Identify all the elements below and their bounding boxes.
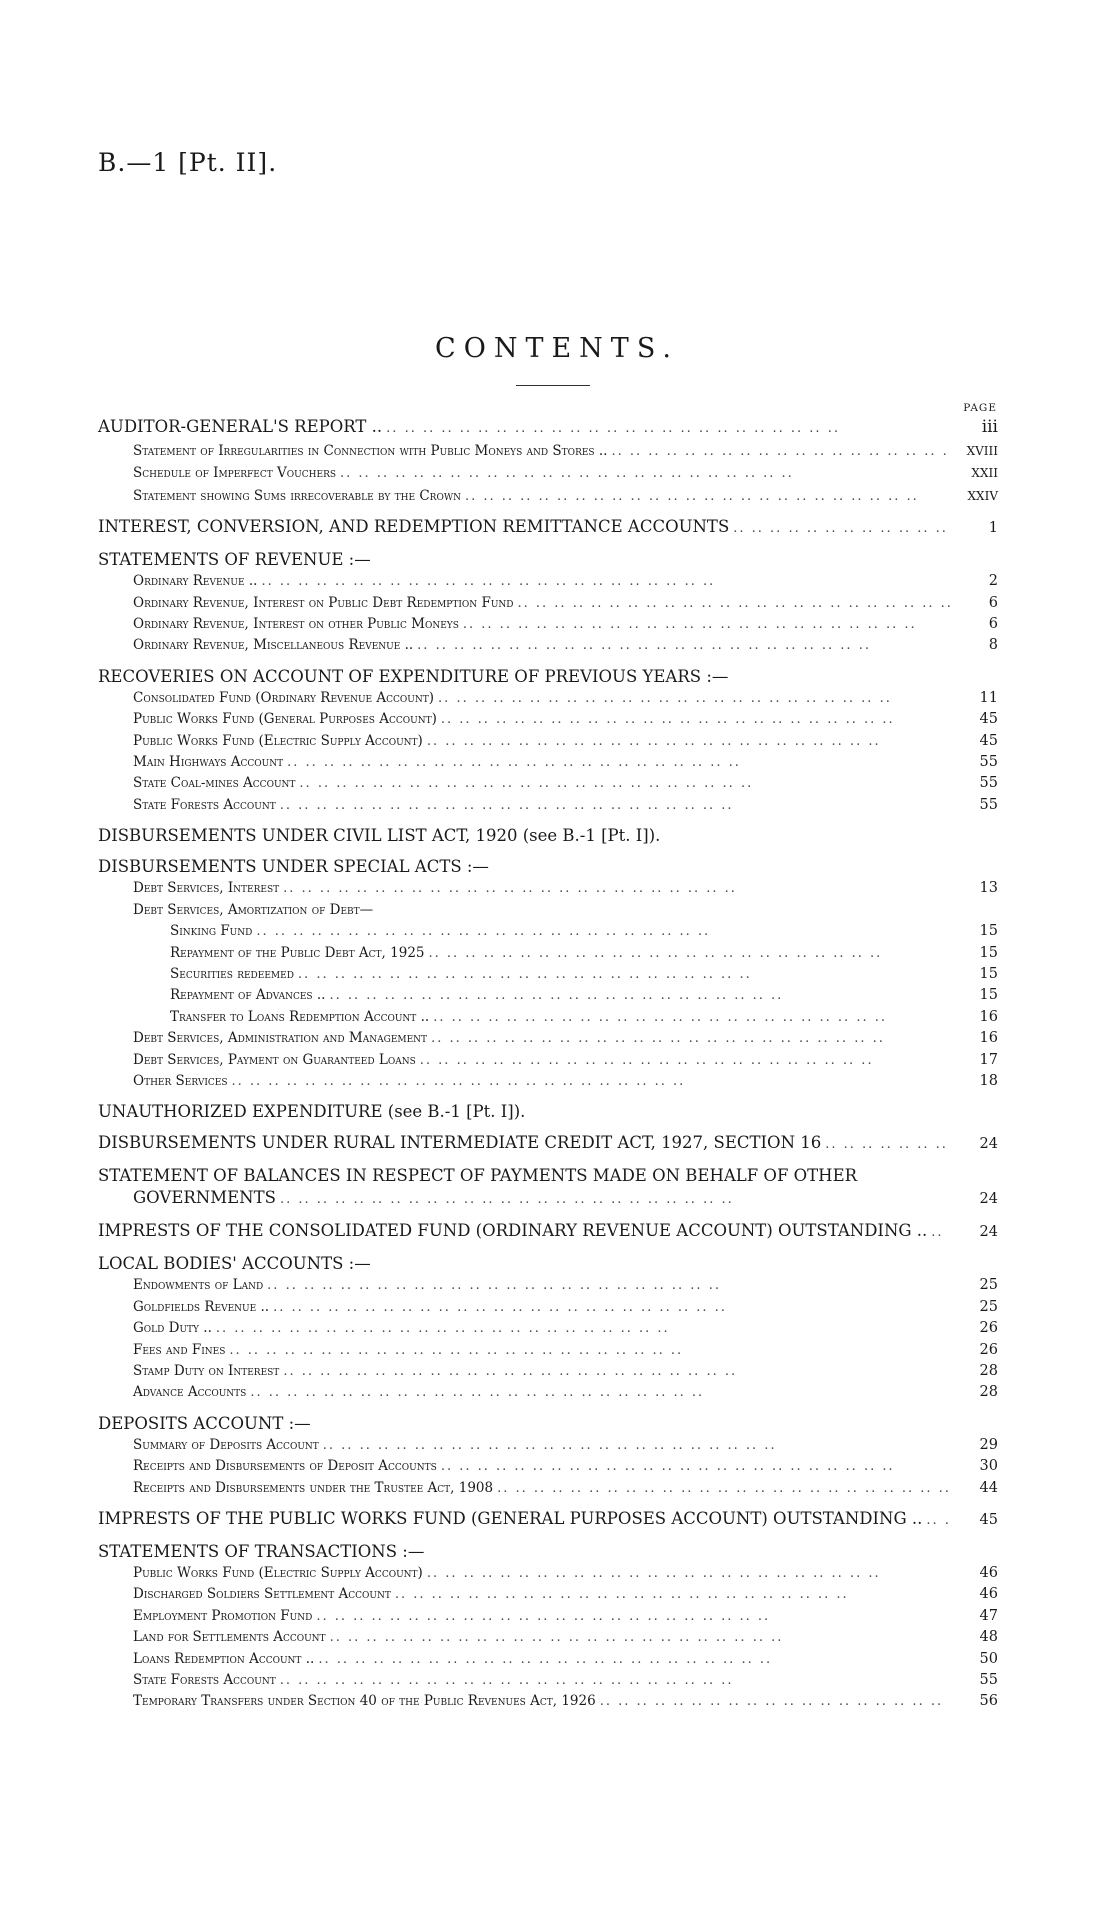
toc-entry[interactable]: [98, 1220, 998, 1244]
toc-entry-title: Stamp Duty on Interest: [133, 1361, 283, 1382]
toc-entry-title: Debt Services, Administration and Management: [133, 1028, 431, 1049]
toc-entry-title: Debt Services, Interest: [133, 878, 283, 899]
toc-entry[interactable]: [98, 1584, 998, 1605]
toc-entry-title: Discharged Soldiers Settlement Account: [133, 1584, 395, 1605]
leader-dots: [518, 593, 951, 614]
toc-entry-page: 29: [979, 1436, 998, 1453]
toc-entry[interactable]: [98, 1132, 998, 1156]
toc-entry-page: 25: [979, 1277, 998, 1294]
toc-entry-title: IMPRESTS OF THE PUBLIC WORKS FUND (GENERAL PURPOSES ACCOUNT) OUTSTANDING ..: [98, 1508, 926, 1530]
toc-entry-page: 46: [979, 1586, 998, 1603]
toc-entry-page: xxiv: [967, 484, 998, 505]
toc-entry[interactable]: [98, 1456, 998, 1477]
toc-entry[interactable]: [98, 1007, 998, 1028]
leader-dots: [316, 1606, 950, 1627]
leader-dots: [232, 1071, 950, 1092]
toc-entry-title: Public Works Fund (Electric Supply Account): [133, 1563, 427, 1584]
toc-entry[interactable]: [98, 1691, 998, 1712]
toc-entry[interactable]: [98, 943, 998, 964]
toc-entry-page: 28: [979, 1384, 998, 1401]
toc-entry-title: DISBURSEMENTS UNDER SPECIAL ACTS :—: [98, 856, 493, 878]
toc-entry-title: Debt Services, Payment on Guaranteed Loans: [133, 1050, 420, 1071]
leader-dots: [273, 1297, 950, 1318]
toc-entry-page: 55: [979, 754, 998, 771]
leader-dots: [600, 1691, 950, 1712]
toc-entry-page: 13: [979, 880, 998, 897]
leader-dots: [417, 635, 950, 656]
toc-entry-title: INTEREST, CONVERSION, AND REDEMPTION REMITTANCE ACCOUNTS: [98, 516, 733, 538]
toc-entry[interactable]: [98, 825, 998, 847]
leader-dots: [280, 1670, 950, 1691]
toc-entry[interactable]: [98, 1101, 998, 1123]
toc-entry-page: 56: [979, 1693, 998, 1710]
toc-entry-title: Advance Accounts: [133, 1382, 250, 1403]
toc-entry-page: 11: [979, 689, 998, 706]
toc-entry-page: iii: [981, 417, 998, 437]
toc-entry-title: Repayment of Advances ..: [170, 985, 329, 1006]
toc-entry-title: Fees and Fines: [133, 1340, 229, 1361]
toc-entry[interactable]: [98, 1627, 998, 1648]
toc-entry-title: STATEMENTS OF REVENUE :—: [98, 549, 375, 571]
page-title: CONTENTS.: [435, 333, 679, 364]
toc-entry-title: Ordinary Revenue, Interest on other Public Moneys: [133, 614, 463, 635]
toc-entry[interactable]: [98, 571, 998, 592]
toc-entry[interactable]: [98, 731, 998, 752]
toc-entry-page: 55: [979, 796, 998, 813]
toc-entry[interactable]: [98, 752, 998, 773]
leader-dots: [267, 1275, 950, 1296]
toc-entry[interactable]: [98, 462, 998, 484]
leader-dots: [318, 1649, 950, 1670]
leader-dots: [250, 1382, 950, 1403]
toc-section-heading: [98, 1541, 998, 1563]
toc-entry[interactable]: [98, 516, 998, 540]
toc-entry[interactable]: [98, 1340, 998, 1361]
toc-entry[interactable]: [98, 1649, 998, 1670]
toc-entry-title: Securities redeemed: [170, 964, 298, 985]
leader-dots: [329, 985, 950, 1006]
toc-entry[interactable]: [98, 709, 998, 730]
toc-entry[interactable]: [98, 416, 998, 440]
toc-entry[interactable]: [98, 1050, 998, 1071]
leader-dots: [427, 1563, 950, 1584]
toc-entry[interactable]: [98, 1165, 998, 1187]
toc-entry-page: 25: [979, 1298, 998, 1315]
toc-entry[interactable]: [98, 688, 998, 709]
leader-dots: [427, 731, 950, 752]
toc-entry-page: 16: [979, 1030, 998, 1047]
toc-entry-title: Sinking Fund: [170, 921, 256, 942]
leader-dots: [420, 1050, 950, 1071]
toc-entry[interactable]: [98, 1435, 998, 1456]
toc-entry-page: 24: [979, 1191, 998, 1208]
toc-entry-title: State Forests Account: [133, 795, 280, 816]
toc-entry-title: STATEMENT OF BALANCES IN RESPECT OF PAYMENTS MADE ON BEHALF OF OTHER: [98, 1165, 861, 1187]
toc-entry-page: 45: [979, 732, 998, 749]
toc-entry-title: Public Works Fund (Electric Supply Account): [133, 731, 427, 752]
leader-dots: [431, 1028, 950, 1049]
toc-entry-title: Statement showing Sums irrecoverable by the Crown: [133, 486, 465, 507]
toc-entry[interactable]: [98, 1297, 998, 1318]
toc-entry-title: DISBURSEMENTS UNDER CIVIL LIST ACT, 1920 (see B.-1 [Pt. I]).: [98, 825, 664, 847]
toc-entry[interactable]: [98, 1563, 998, 1584]
toc-entry-title: Gold Duty ..: [133, 1318, 216, 1339]
toc-entry-title: Land for Settlements Account: [133, 1627, 330, 1648]
toc-entry[interactable]: [98, 1606, 998, 1627]
toc-entry-page: 30: [979, 1458, 998, 1475]
toc-entry[interactable]: [98, 773, 998, 794]
toc-entry-title: State Coal-mines Account: [133, 773, 299, 794]
toc-entry-page: 24: [979, 1136, 998, 1153]
toc-entry-page: 44: [979, 1479, 998, 1496]
toc-entry-page: 8: [988, 637, 998, 654]
leader-dots: [825, 1134, 950, 1156]
toc-section-heading: [98, 1253, 998, 1275]
toc-entry-page: 15: [979, 987, 998, 1004]
toc-entry-title: Main Highways Account: [133, 752, 287, 773]
document-reference: B.—1 [Pt. II].: [98, 148, 278, 177]
toc-entry-title: Receipts and Disbursements under the Trustee Act, 1908: [133, 1478, 497, 1499]
leader-dots: [298, 964, 950, 985]
leader-dots: [256, 921, 950, 942]
leader-dots: [441, 1456, 950, 1477]
toc-entry-title: Transfer to Loans Redemption Account ..: [170, 1007, 433, 1028]
toc-entry-page: 24: [979, 1224, 998, 1241]
toc-entry[interactable]: [98, 878, 998, 899]
toc-entry-page: xxii: [971, 462, 998, 483]
toc-entry[interactable]: [98, 1361, 998, 1382]
toc-entry-title: Summary of Deposits Account: [133, 1435, 323, 1456]
leader-dots: [441, 709, 950, 730]
toc-entry[interactable]: [98, 1071, 998, 1092]
toc-entry-page: 6: [988, 616, 998, 633]
leader-dots: [229, 1340, 950, 1361]
toc-entry-page: 16: [979, 1008, 998, 1025]
leader-dots: [465, 486, 950, 507]
toc-entry[interactable]: [98, 1478, 998, 1499]
leader-dots: [216, 1318, 950, 1339]
leader-dots: [340, 463, 950, 484]
leader-dots: [287, 752, 950, 773]
toc-entry-continuation[interactable]: [98, 1187, 998, 1211]
toc-entry[interactable]: [98, 921, 998, 942]
toc-entry-title: Employment Promotion Fund: [133, 1606, 316, 1627]
leader-dots: [611, 441, 950, 462]
toc-entry-title: Repayment of the Public Debt Act, 1925: [170, 943, 429, 964]
toc-entry[interactable]: [98, 1382, 998, 1403]
toc-entry-title: STATEMENTS OF TRANSACTIONS :—: [98, 1541, 428, 1563]
toc-entry-title: RECOVERIES ON ACCOUNT OF EXPENDITURE OF PREVIOUS YEARS :—: [98, 666, 732, 688]
leader-dots: [433, 1007, 950, 1028]
page-column-label: PAGE: [963, 402, 997, 414]
toc-entry-page: 2: [988, 573, 998, 590]
title-rule: [516, 385, 590, 386]
toc-entry-page: 50: [979, 1650, 998, 1667]
toc-entry-title: Consolidated Fund (Ordinary Revenue Account): [133, 688, 438, 709]
toc-entry-page: 18: [979, 1072, 998, 1089]
leader-dots: [283, 878, 950, 899]
toc-entry-title: Receipts and Disbursements of Deposit Accounts: [133, 1456, 441, 1477]
toc-entry[interactable]: [98, 593, 998, 614]
toc-entry[interactable]: [98, 485, 998, 507]
toc-entry-page: 45: [979, 1512, 998, 1528]
toc-entry-title: Ordinary Revenue, Interest on Public Debt Redemption Fund: [133, 593, 518, 614]
toc-entry[interactable]: [98, 1275, 998, 1296]
toc-entry-title: UNAUTHORIZED EXPENDITURE (see B.-1 [Pt. I]).: [98, 1101, 529, 1123]
toc-entry[interactable]: [98, 1028, 998, 1049]
toc-entry-title: LOCAL BODIES' ACCOUNTS :—: [98, 1253, 375, 1275]
leader-dots: [386, 418, 950, 440]
toc-section-heading: [98, 856, 998, 878]
toc-entry-title: Endowments of Land: [133, 1275, 267, 1296]
toc-entry-title: GOVERNMENTS: [133, 1187, 280, 1209]
leader-dots: [931, 1222, 950, 1244]
toc-entry-page: 46: [979, 1565, 998, 1581]
toc-entry-title: Ordinary Revenue ..: [133, 571, 261, 592]
toc-entry-title: Goldfields Revenue ..: [133, 1297, 273, 1318]
leader-dots: [438, 688, 950, 709]
toc-entry[interactable]: [98, 1318, 998, 1339]
toc-entry-page: 26: [979, 1320, 998, 1337]
leader-dots: [323, 1435, 950, 1456]
toc-entry-page: 55: [979, 1672, 998, 1689]
toc-section-heading: [98, 666, 998, 688]
toc-entry-title: Other Services: [133, 1071, 232, 1092]
toc-entry-page: 45: [979, 711, 998, 728]
toc-entry-page: 1: [988, 520, 998, 537]
toc-section-heading: [98, 549, 998, 571]
toc-entry[interactable]: [98, 964, 998, 985]
toc-entry-title: AUDITOR-GENERAL'S REPORT ..: [98, 416, 386, 438]
toc-entry-page: 15: [979, 944, 998, 961]
toc-entry-title: Ordinary Revenue, Miscellaneous Revenue ..: [133, 635, 417, 656]
toc-entry[interactable]: [98, 795, 998, 816]
toc-entry-title: DISBURSEMENTS UNDER RURAL INTERMEDIATE CREDIT ACT, 1927, SECTION 16: [98, 1132, 825, 1154]
leader-dots: [497, 1478, 950, 1499]
toc-entry[interactable]: [98, 440, 998, 462]
toc-entry-title: State Forests Account: [133, 1670, 280, 1691]
leader-dots: [463, 614, 950, 635]
leader-dots: [395, 1584, 950, 1605]
leader-dots: [283, 1361, 950, 1382]
leader-dots: [299, 773, 950, 794]
toc-entry-page: 28: [979, 1362, 998, 1379]
toc-entry-page: 15: [979, 965, 998, 982]
leader-dots: [429, 943, 951, 964]
toc-entry-title: Debt Services, Amortization of Debt—: [133, 900, 377, 921]
toc-entry[interactable]: [98, 635, 998, 656]
toc-entry-page: 15: [979, 923, 998, 940]
toc-entry-title: IMPRESTS OF THE CONSOLIDATED FUND (ORDINARY REVENUE ACCOUNT) OUTSTANDING ..: [98, 1220, 931, 1242]
toc-entry-title: Temporary Transfers under Section 40 of the Public Revenues Act, 1926: [133, 1691, 600, 1712]
toc-entry-page: 48: [979, 1629, 998, 1646]
toc-entry-page: 47: [979, 1607, 998, 1624]
toc-entry-title: Schedule of Imperfect Vouchers: [133, 463, 340, 484]
toc-entry[interactable]: [98, 614, 998, 635]
toc-entry[interactable]: [98, 985, 998, 1006]
leader-dots: [280, 795, 950, 816]
leader-dots: [926, 1510, 950, 1532]
toc-entry-page: xviii: [966, 440, 998, 460]
toc-entry[interactable]: [98, 1670, 998, 1691]
leader-dots: [280, 1189, 950, 1211]
toc-entry-page: 55: [979, 775, 998, 792]
toc-subheading: [98, 900, 998, 921]
toc-entry-title: Loans Redemption Account ..: [133, 1649, 318, 1670]
toc-entry[interactable]: [98, 1508, 998, 1532]
leader-dots: [261, 571, 950, 592]
toc-entry-page: 17: [979, 1051, 998, 1068]
toc-entry-page: 26: [979, 1341, 998, 1358]
leader-dots: [330, 1627, 950, 1648]
leader-dots: [733, 518, 950, 540]
toc-entry-title: Statement of Irregularities in Connection with Public Moneys and Stores ..: [133, 441, 611, 462]
toc-entry-page: 6: [988, 594, 998, 611]
toc-entry-title: Public Works Fund (General Purposes Account): [133, 709, 441, 730]
table-of-contents: [98, 416, 998, 1713]
toc-section-heading: [98, 1413, 998, 1435]
toc-entry-title: DEPOSITS ACCOUNT :—: [98, 1413, 315, 1435]
